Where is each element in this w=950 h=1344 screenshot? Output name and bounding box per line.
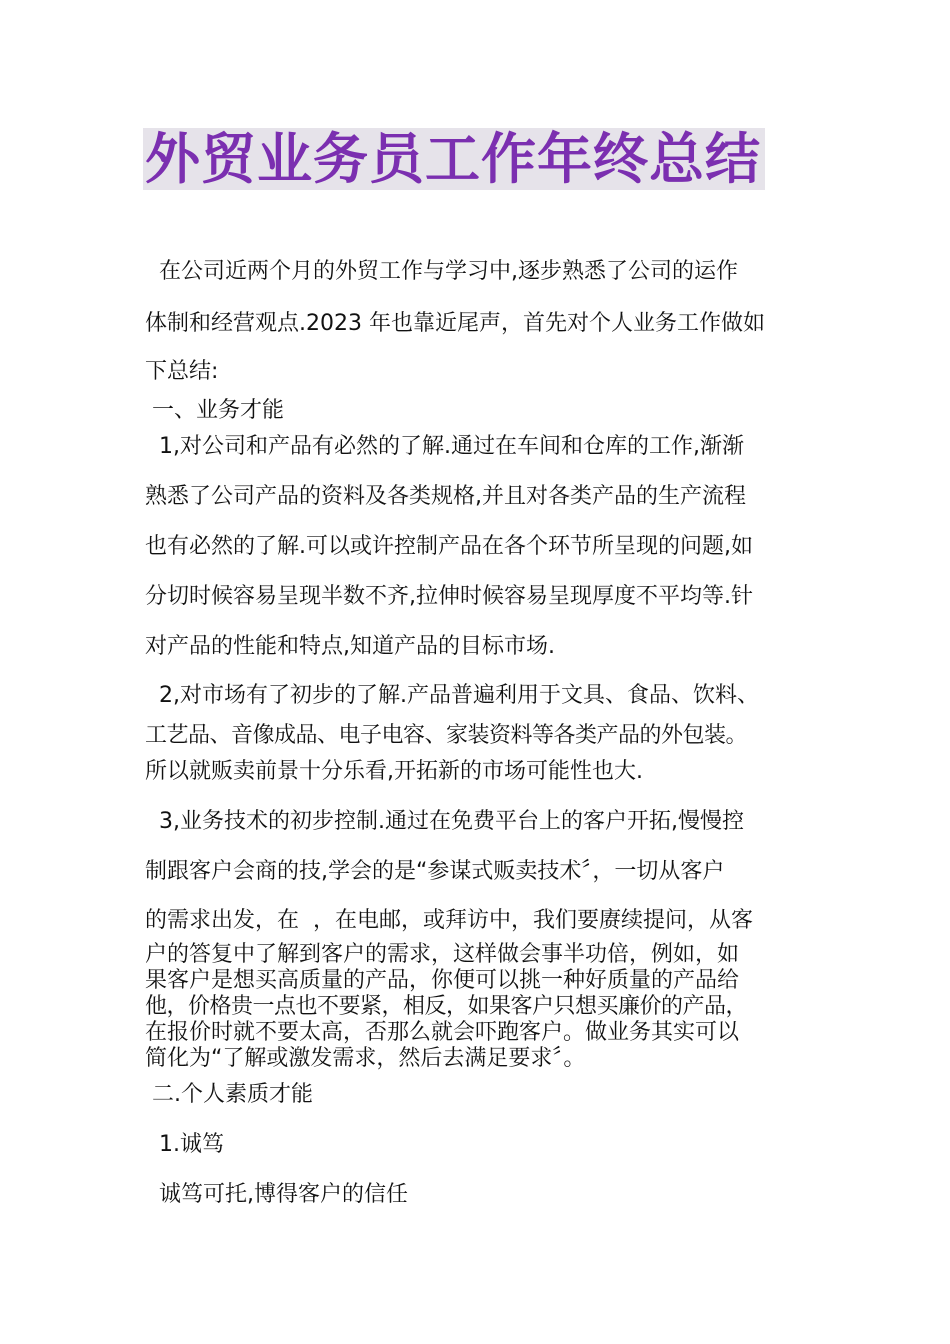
paragraph-line: 对产品的性能和特点,知道产品的目标市场. bbox=[145, 634, 555, 659]
paragraph-line: 诚笃可托,博得客户的信任 bbox=[145, 1182, 408, 1207]
document-title: 外贸业务员工作年终总结 bbox=[145, 127, 762, 191]
paragraph-line: 果客户是想买高质量的产品，你便可以挑一种好质量的产品给 bbox=[145, 968, 740, 993]
paragraph-line: 1,对公司和产品有必然的了解.通过在车间和仓库的工作,渐渐 bbox=[145, 434, 744, 459]
paragraph-line: 2,对市场有了初步的了解.产品普遍利用于文具、食品、饮料、 bbox=[145, 683, 759, 708]
paragraph-line: 3,业务技术的初步控制.通过在免费平台上的客户开拓,慢慢控 bbox=[145, 809, 744, 834]
paragraph-line: 的需求出发，在 ，在电邮，或拜访中，我们要赓续提问，从客 bbox=[145, 908, 753, 933]
paragraph-line: 工艺品、音像成品、电子电容、家装资料等各类产品的外包装。 bbox=[145, 723, 748, 748]
paragraph-line: 所以就贩卖前景十分乐看,开拓新的市场可能性也大. bbox=[145, 759, 643, 784]
paragraph-line: 分切时候容易呈现半数不齐,拉伸时候容易呈现厚度不平均等.针 bbox=[145, 584, 753, 609]
paragraph-line: 在公司近两个月的外贸工作与学习中,逐步熟悉了公司的运作 bbox=[145, 259, 738, 284]
paragraph-line: 也有必然的了解.可以或许控制产品在各个环节所呈现的问题,如 bbox=[145, 534, 753, 559]
title-highlight bbox=[143, 128, 765, 190]
paragraph-line: 熟悉了公司产品的资料及各类规格,并且对各类产品的生产流程 bbox=[145, 484, 746, 509]
paragraph-line: 体制和经营观点.2023 年也靠近尾声，首先对个人业务工作做如 bbox=[145, 311, 765, 336]
paragraph-line: 简化为“了解或激发需求，然后去满足要求〞。 bbox=[145, 1046, 586, 1071]
section-heading: 一、业务才能 bbox=[145, 398, 284, 423]
paragraph-line: 下总结: bbox=[145, 359, 219, 384]
paragraph-line: 在报价时就不要太高，否那么就会吓跑客户。做业务其实可以 bbox=[145, 1020, 740, 1045]
paragraph-line: 户的答复中了解到客户的需求，这样做会事半功倍，例如，如 bbox=[145, 942, 740, 967]
paragraph-line: 他，价格贵一点也不要紧，相反，如果客户只想买廉价的产品， bbox=[145, 994, 748, 1019]
paragraph-line: 制跟客户会商的技,学会的是“参谋式贩卖技术〞，一切从客户 bbox=[145, 859, 725, 884]
section-heading: 二.个人素质才能 bbox=[145, 1082, 313, 1107]
subsection-heading: 1.诚笃 bbox=[145, 1132, 224, 1157]
